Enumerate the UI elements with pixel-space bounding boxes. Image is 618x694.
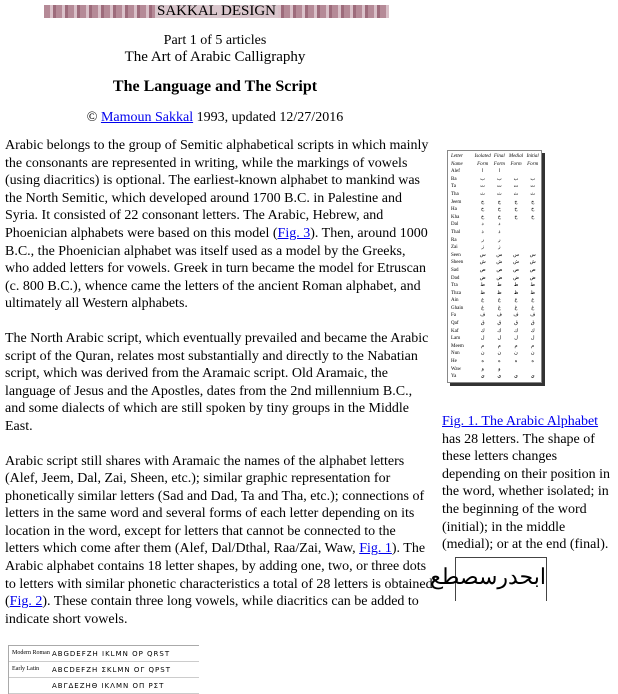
letter-glyph: ج: [514, 199, 518, 205]
fig2-link[interactable]: Fig. 2: [9, 594, 43, 610]
alphabet-row: [448, 168, 541, 176]
letter-glyph: غ: [481, 305, 485, 311]
letter-glyph: ه: [514, 359, 518, 365]
letter-glyph: م: [531, 343, 535, 349]
letter-name: Ghain: [451, 305, 464, 311]
letter-glyph: خ: [514, 214, 518, 220]
letter-glyph: ف: [513, 313, 519, 319]
letter-glyph: ط: [513, 283, 519, 289]
alphabet-row: [448, 312, 541, 320]
letter-glyph: ظ: [513, 290, 519, 296]
letter-glyph: ز: [498, 245, 501, 251]
letter-glyph: ك: [530, 328, 535, 334]
letter-glyph: خ: [497, 214, 501, 220]
alphabet-row: [448, 305, 541, 313]
letter-glyph: ب: [513, 176, 519, 182]
letter-glyph: ص: [529, 267, 536, 273]
text: Arabic script still shares with Aramaic the names of the alphabet letters (Alef, Jeem, Dal, Zai, Sheen, etc.); similar graphic representation for phonetically similar letters (Sad and Dad, Ta and Tha, etc.); connections of letters in the same word and several forms of each letter depending on its location in the word, except for letters that cannot be connected to the letters which come after them (Alef, Dal/Dthal, Raa/Zai, Waw,: [5, 453, 425, 557]
alphabet-row: [448, 328, 541, 336]
letter-name: Thal: [451, 229, 461, 235]
letter-glyph: ل: [480, 336, 485, 342]
text: ). Then, around 1000 B.C., the Phoenician alphabet was itself used as a model by the Greeks, who added letters for vowels. Greek in turn became the model for Etruscan (c. 800 B.C.), whence came the letters of the ancient Roman alphabet, and ultimately all Western alphabets.: [5, 225, 428, 312]
letter-glyph: ط: [480, 283, 485, 289]
letter-glyph: ح: [481, 207, 485, 213]
letter-glyph: غ: [497, 305, 501, 311]
series-label: Part 1 of 5 articles: [163, 33, 267, 48]
letter-glyph: ق: [514, 321, 518, 327]
figure-1-link[interactable]: Fig. 1. The Arabic Alphabet: [442, 414, 599, 429]
letter-name: Ba: [451, 176, 457, 182]
letter-glyph: ت: [513, 184, 519, 190]
letter-glyph: ق: [480, 321, 485, 327]
alphabet-row: [448, 252, 541, 260]
date-text: 1993, updated 12/27/2016: [196, 110, 344, 125]
letter-glyph: ا: [498, 169, 501, 175]
alphabet-header: [448, 153, 541, 168]
alphabet-row: [448, 176, 541, 184]
letter-glyph: ش: [479, 260, 486, 266]
alphabet-row: [448, 244, 541, 252]
sakkal-design-banner[interactable]: [44, 5, 389, 18]
letter-glyph: ي: [514, 374, 518, 380]
alphabet-comparison-row: [9, 662, 199, 678]
letter-glyph: ق: [497, 321, 502, 327]
letter-glyph: ش: [512, 260, 520, 266]
alphabet-comparison-figure[interactable]: [8, 645, 199, 694]
caption-text: has 28 letters. The shape of these letters changes depending on their position in the word, whether isolated; in the beginning of the word (initial); in the middle (medial); or at the end (final).: [442, 431, 610, 553]
alphabet-row: [448, 229, 541, 237]
letter-glyph: ج: [531, 199, 535, 205]
alphabet-row: [448, 320, 541, 328]
letter-glyph: ف: [480, 313, 486, 319]
letter-name: Tha: [451, 191, 459, 197]
letter-glyph: ث: [480, 191, 486, 197]
letter-glyph: ض: [529, 275, 536, 281]
letter-glyph: ظ: [497, 290, 502, 296]
arabic-alphabet-figure[interactable]: [447, 150, 542, 383]
arabic-calligraphy-figure[interactable]: ابحدرسصطع: [455, 557, 547, 601]
letter-glyph: ن: [514, 351, 518, 357]
letter-glyph: ي: [480, 374, 485, 380]
alphabet-row: [448, 335, 541, 343]
column-header: Initial Form: [526, 154, 539, 167]
letter-glyph: ط: [497, 283, 502, 289]
letter-glyph: خ: [531, 214, 535, 220]
letter-glyph: ح: [531, 207, 535, 213]
column-header: Final Form: [493, 154, 505, 167]
copyright-line: [0, 109, 430, 126]
alphabet-row: [448, 267, 541, 275]
letter-name: Kha: [451, 214, 460, 220]
column-header: Letter Name: [451, 154, 463, 167]
letter-name: Dal: [451, 222, 459, 228]
letter-glyph: ث: [513, 191, 519, 197]
letter-glyph: ه: [481, 359, 484, 365]
logo: SAKKAL DESIGN: [156, 3, 277, 19]
letter-glyph: ظ: [480, 290, 485, 296]
letter-glyph: ت: [496, 184, 502, 190]
letter-name: Sad: [451, 267, 459, 273]
row-letters: ABGDEFZH IKLMN OP QRST: [52, 649, 171, 658]
letter-glyph: ش: [496, 260, 503, 266]
letter-name: Alef: [451, 169, 460, 175]
paragraph-2: The North Arabic script, which eventually prevailed and became the Arabic script of the Quran, relates most substantially and directly to the Nabatian script, which was derived from the Aramaic script. Old Aramaic, the language of Jesus and the Apostles, dates from the 2nd millennium B.C., and some dialects of which are still spoken by tiny groups in the Middle East.: [5, 330, 429, 434]
letter-glyph: ل: [497, 336, 502, 342]
letter-glyph: ك: [480, 328, 485, 334]
letter-glyph: م: [497, 343, 501, 349]
letter-glyph: ث: [496, 191, 502, 197]
letter-glyph: ص: [512, 267, 520, 273]
alphabet-row: [448, 373, 541, 381]
letter-name: He: [451, 359, 457, 365]
letter-name: Qaf: [451, 321, 459, 327]
letter-glyph: ب: [530, 176, 536, 182]
letter-glyph: غ: [531, 305, 535, 311]
alphabet-row: [448, 358, 541, 366]
letter-glyph: ج: [497, 199, 501, 205]
column-header: Isolated Form: [474, 154, 491, 167]
letter-glyph: ص: [479, 267, 486, 273]
alphabet-row: [448, 237, 541, 245]
alphabet-row: [448, 297, 541, 305]
letter-name: Tta: [451, 283, 458, 289]
alphabet-row: [448, 282, 541, 290]
alphabet-row: [448, 275, 541, 283]
alphabet-row: [448, 199, 541, 207]
paragraph-1: [5, 137, 433, 313]
letter-glyph: ص: [496, 267, 503, 273]
row-letters: ABCDEFZH ΣKLMN OΓ QPST: [52, 665, 171, 674]
row-label: Early Latin: [12, 666, 40, 673]
letter-glyph: ه: [498, 359, 501, 365]
letter-glyph: ن: [480, 351, 485, 357]
letter-glyph: ف: [530, 313, 536, 319]
letter-glyph: س: [529, 252, 536, 258]
letter-glyph: ع: [481, 298, 485, 304]
alphabet-row: [448, 191, 541, 199]
letter-name: Ta: [451, 184, 456, 190]
alphabet-row: [448, 206, 541, 214]
letter-name: Fa: [451, 313, 456, 319]
letter-glyph: ض: [479, 275, 486, 281]
letter-glyph: س: [512, 252, 520, 258]
letter-glyph: د: [481, 222, 484, 228]
fig3-link[interactable]: Fig. 3: [277, 225, 311, 241]
letter-name: Thza: [451, 290, 461, 296]
letter-glyph: م: [514, 343, 518, 349]
letter-glyph: ف: [496, 313, 502, 319]
text: Arabic belongs to the group of Semitic alphabetical scripts in which mainly the consonants are represented in writing, while the markings of vowels (using diacritics) is optional. The earliest-known alphabet to mankind was the North Semitic, which developed around 1700 B.C. in Palestine and Syria. It consisted of 22 consonant letters. The Arabic, Hebrew, and Phoenician alphabets were based on this model (: [5, 138, 429, 241]
letter-name: Meem: [451, 343, 464, 349]
letter-glyph: ض: [512, 275, 520, 281]
letter-glyph: ب: [480, 176, 486, 182]
letter-glyph: ن: [530, 351, 535, 357]
letter-glyph: و: [481, 366, 484, 372]
letter-glyph: ق: [530, 321, 535, 327]
letter-glyph: ر: [498, 237, 501, 243]
letter-glyph: ث: [530, 191, 536, 197]
alphabet-row: [448, 214, 541, 222]
letter-glyph: ن: [497, 351, 502, 357]
article-body: [5, 137, 433, 694]
letter-glyph: ذ: [481, 229, 484, 235]
letter-glyph: ه: [531, 359, 534, 365]
letter-glyph: ع: [531, 298, 535, 304]
letter-glyph: ظ: [530, 290, 535, 296]
alphabet-row: [448, 221, 541, 229]
letter-glyph: ع: [497, 298, 501, 304]
letter-glyph: م: [481, 343, 485, 349]
letter-glyph: ز: [481, 245, 484, 251]
letter-name: Lam: [451, 336, 461, 342]
letter-name: Seen: [451, 252, 461, 258]
letter-name: Ha: [451, 207, 457, 213]
letter-glyph: ح: [514, 207, 518, 213]
alphabet-row: [448, 290, 541, 298]
letter-glyph: خ: [481, 214, 485, 220]
column-header: Medial Form: [508, 154, 524, 167]
letter-glyph: ي: [497, 374, 502, 380]
letter-glyph: ا: [481, 169, 484, 175]
fig1-link[interactable]: Fig. 1: [359, 541, 392, 557]
letter-name: Ra: [451, 237, 457, 243]
alphabet-comparison-row: [9, 678, 199, 694]
copyright-symbol: ©: [86, 110, 98, 125]
letter-glyph: ت: [480, 184, 486, 190]
alphabet-row: [448, 259, 541, 267]
letter-glyph: ط: [530, 283, 535, 289]
letter-glyph: ذ: [498, 229, 501, 235]
letter-glyph: ح: [497, 207, 501, 213]
letter-name: Zai: [451, 245, 458, 251]
letter-glyph: ش: [529, 260, 536, 266]
letter-glyph: ع: [514, 298, 518, 304]
letter-name: Ain: [451, 298, 459, 304]
letter-name: Ya: [451, 374, 457, 380]
letter-name: Kaf: [451, 328, 459, 334]
text: ). These contain three long vowels, while diacritics can be added to indicate short vowels.: [5, 594, 419, 627]
letter-name: Jeem: [451, 199, 462, 205]
letter-name: Dad: [451, 275, 460, 281]
paragraph-3: [5, 453, 433, 629]
letter-glyph: غ: [514, 305, 518, 311]
alphabet-row: [448, 350, 541, 358]
letter-name: Sheen: [451, 260, 464, 266]
figure-1-caption: [442, 413, 618, 554]
letter-glyph: ي: [530, 374, 535, 380]
letter-glyph: و: [498, 366, 501, 372]
letter-glyph: د: [498, 222, 501, 228]
letter-glyph: س: [479, 252, 486, 258]
letter-glyph: ت: [530, 184, 536, 190]
author-link[interactable]: Mamoun Sakkal: [100, 110, 194, 125]
letter-glyph: س: [496, 252, 503, 258]
alphabet-comparison-row: [9, 646, 199, 662]
letter-name: Waw: [451, 366, 462, 372]
alphabet-row: [448, 366, 541, 374]
alphabet-row: [448, 343, 541, 351]
row-letters: ΑΒΓΔΕΖΗΘ ΙΚΛΜΝ ΟΠ ΡΣΤ: [52, 681, 165, 690]
letter-glyph: ك: [513, 328, 519, 334]
letter-glyph: ل: [530, 336, 535, 342]
letter-glyph: ر: [481, 237, 484, 243]
letter-name: Nun: [451, 351, 460, 357]
row-label: Modern Roman: [12, 650, 50, 657]
letter-glyph: ك: [497, 328, 502, 334]
letter-glyph: ض: [496, 275, 503, 281]
series-title: The Art of Arabic Calligraphy: [124, 49, 306, 65]
letter-glyph: ج: [481, 199, 485, 205]
letter-glyph: ب: [496, 176, 502, 182]
text: ). The Arabic alphabet contains 18 letter shapes, by adding one, two, or three dots to letters with similar phonetic characteristics a total of 28 letters is obtained (: [5, 541, 433, 610]
letter-glyph: ل: [514, 336, 518, 342]
page-title: The Language and The Script: [112, 78, 318, 95]
alphabet-row: [448, 183, 541, 191]
